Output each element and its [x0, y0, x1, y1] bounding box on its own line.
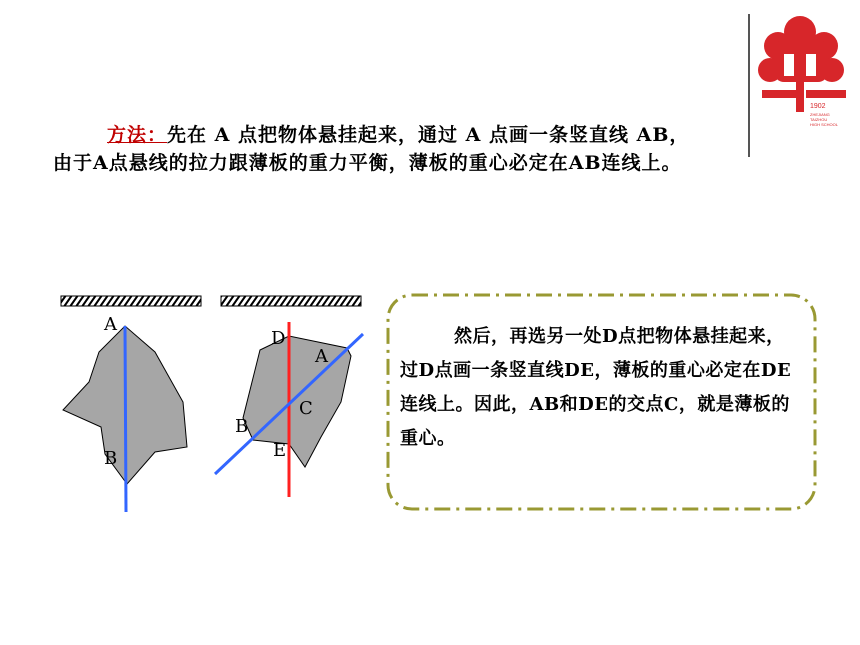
- label-a-2: A: [315, 346, 328, 367]
- plate-2: [243, 336, 351, 467]
- method-label: 方法：: [107, 124, 168, 146]
- figure-1: [61, 296, 201, 512]
- label-e: E: [273, 440, 287, 461]
- method-text: 先在 A 点把物体悬挂起来，通过 A 点画一条竖直线 AB，由于A点悬线的拉力跟薄板的重力平衡，薄板的重心必定在AB连线上。: [53, 124, 690, 174]
- label-a-1: A: [104, 314, 117, 335]
- logo-year: 1902: [810, 103, 826, 110]
- logo-text-3: HIGH SCHOOL: [810, 122, 839, 127]
- note-text: [400, 320, 800, 456]
- logo-text-1: ZHEJIANG: [810, 112, 830, 117]
- label-c: C: [299, 398, 313, 419]
- logo-text-2: TAIZHOU: [810, 117, 828, 122]
- figure-2: [215, 296, 363, 497]
- label-d: D: [271, 328, 286, 349]
- suspension-diagram: [55, 292, 375, 522]
- label-b-2: B: [235, 416, 249, 437]
- ceiling-1: [61, 296, 201, 306]
- tree-icon: [758, 16, 846, 112]
- ceiling-2: [221, 296, 361, 306]
- method-paragraph: [53, 121, 693, 177]
- school-logo: [740, 10, 860, 160]
- label-b-1: B: [104, 448, 118, 469]
- line-ab-1: [125, 326, 126, 512]
- note-content: 然后，再选另一处D点把物体悬挂起来，过D点画一条竖直线DE，薄板的重心必定在DE连线上。因此，AB和DE的交点C，就是薄板的重心。: [400, 326, 792, 449]
